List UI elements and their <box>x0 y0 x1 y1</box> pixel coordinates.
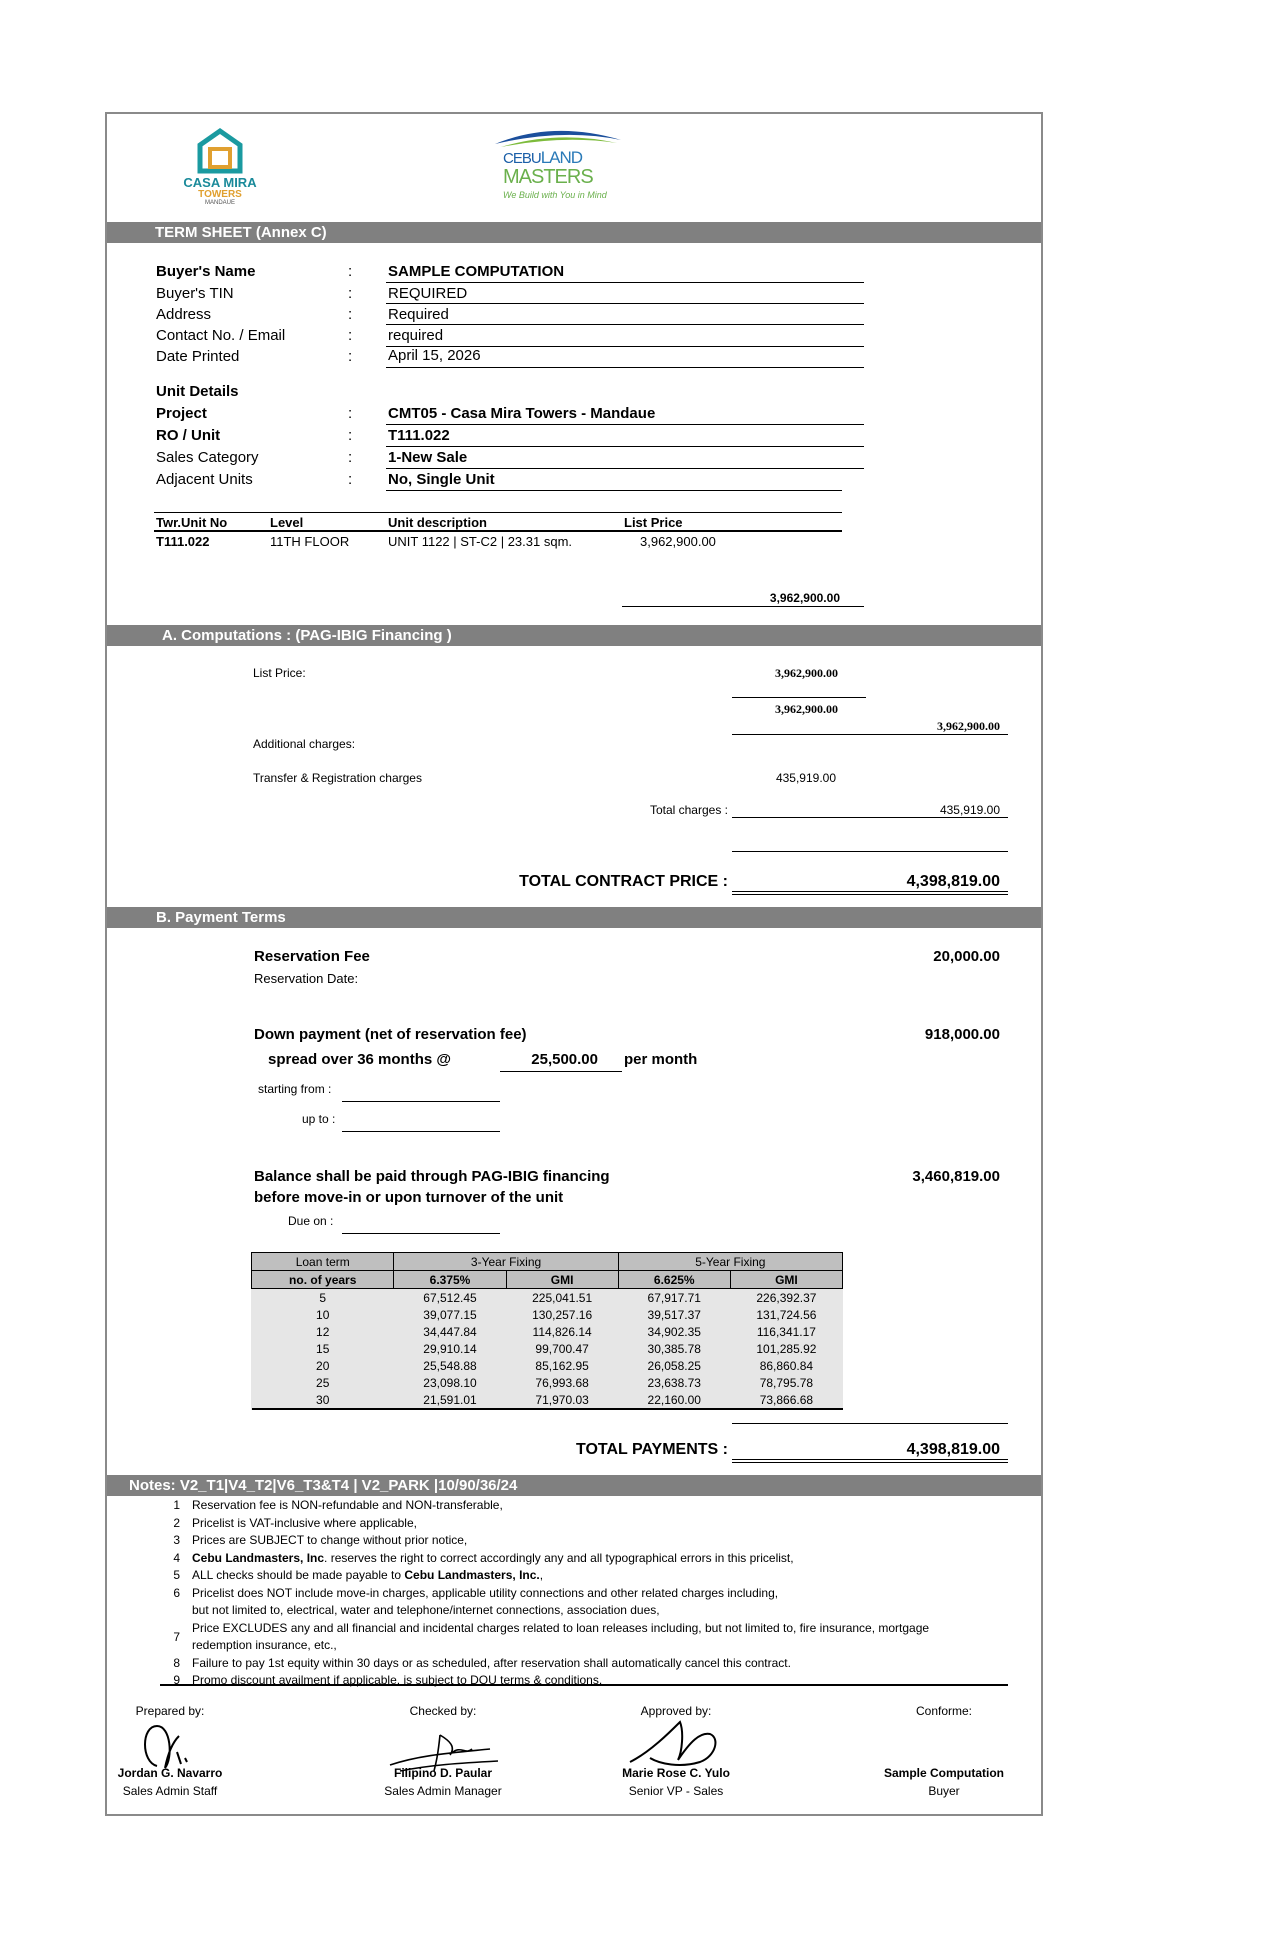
list-price-value: 3,962,900.00 <box>775 666 838 680</box>
notes-header: Notes: V2_T1|V4_T2|V6_T3&T4 | V2_PARK |10/90/36/24 <box>107 1475 1041 1496</box>
note-item <box>160 1532 929 1550</box>
table-cell: 5 <box>319 1290 327 1305</box>
unit-details-heading: Unit Details <box>156 383 239 400</box>
additional-charges-label: Additional charges: <box>253 737 356 751</box>
adjacent-units-label: Adjacent Units <box>156 471 253 488</box>
table-cell: 25,548.88 <box>423 1358 477 1373</box>
table-cell: 99,700.47 <box>535 1341 589 1356</box>
note-bold-text: Cebu Landmasters, Inc <box>192 1550 325 1565</box>
note-number: 1 <box>173 1498 180 1512</box>
table-top-rule <box>154 512 842 513</box>
cebu-landmasters-swoosh-icon <box>493 126 623 148</box>
table-cell: 23,638.73 <box>647 1375 701 1390</box>
starting-from-label: starting from : <box>258 1082 332 1096</box>
note-number: 2 <box>173 1515 180 1530</box>
project-label: Project <box>156 405 207 422</box>
table-cell: 130,257.16 <box>532 1307 593 1322</box>
loan-table-header: 5-Year Fixing <box>618 1253 842 1271</box>
table-cell: 67,917.71 <box>647 1290 701 1305</box>
balance-value: 3,460,819.00 <box>912 1168 1000 1185</box>
colon: : <box>348 471 353 488</box>
note-text: ALL checks should be made payable to <box>192 1568 405 1582</box>
colon: : <box>348 449 353 466</box>
note-text: Failure to pay 1st equity within 30 days or as scheduled, after reservation shall automatically cancel this contract. <box>192 1655 791 1670</box>
computations-header: A. Computations : (PAG-IBIG Financing ) <box>107 625 1041 646</box>
table-cell: 101,285.92 <box>756 1341 817 1356</box>
table-cell: 25 <box>316 1375 330 1390</box>
sales-category-value: 1-New Sale <box>388 449 468 466</box>
transfer-charges-value: 435,919.00 <box>775 771 836 785</box>
note-number: 6 <box>173 1585 180 1600</box>
note-text: Prices are SUBJECT to change without prior notice, <box>192 1533 468 1547</box>
colon: : <box>348 427 353 444</box>
spread-label: spread over 36 months @ <box>268 1051 452 1068</box>
downpayment-value: 918,000.00 <box>924 1026 1000 1043</box>
table-row <box>252 1374 843 1391</box>
notes-list <box>160 1497 929 1690</box>
notes-bottom-rule <box>160 1684 1008 1686</box>
note-item <box>160 1567 929 1585</box>
colon: : <box>348 405 353 422</box>
loan-table-subheader: no. of years <box>252 1271 394 1289</box>
starting-from-field <box>342 1101 500 1102</box>
table-cell: 76,993.68 <box>535 1375 589 1390</box>
table-cell: 34,902.35 <box>647 1324 701 1339</box>
project-value: CMT05 - Casa Mira Towers - Mandaue <box>388 405 656 422</box>
note-text: Pricelist is VAT-inclusive where applicable, <box>192 1515 417 1530</box>
note-number: 4 <box>173 1550 180 1565</box>
reservation-fee-value: 20,000.00 <box>933 948 1000 965</box>
underline <box>386 324 864 325</box>
ro-unit-label: RO / Unit <box>156 427 221 444</box>
signature-yulo-icon <box>620 1712 730 1774</box>
loan-table-header: Loan term <box>252 1253 394 1271</box>
list-price-subtotal: 3,962,900.00 <box>775 702 838 716</box>
note-item <box>160 1550 929 1568</box>
payment-terms-header: B. Payment Terms <box>107 907 1041 928</box>
note-item <box>160 1497 929 1515</box>
loan-table-subheader: 6.625% <box>618 1271 730 1289</box>
note-text: . reserves the right to correct accordingly any and all typographical errors in this pricelist, <box>324 1550 794 1565</box>
table-cell: 39,077.15 <box>423 1307 477 1322</box>
table-row <box>252 1340 843 1357</box>
table-cell: 131,724.56 <box>756 1307 817 1322</box>
ro-unit-value: T111.022 <box>388 427 450 444</box>
table-cell: 22,160.00 <box>618 1391 730 1409</box>
note-number: 7 <box>173 1629 180 1644</box>
note-text: Pricelist does NOT include move-in charges, applicable utility connections and other related charges including, <box>192 1585 779 1600</box>
table-cell: 114,826.14 <box>532 1324 592 1339</box>
table-cell: 30,385.78 <box>647 1341 701 1356</box>
signatory-name: Sample Computation <box>883 1766 1004 1780</box>
casa-mira-logo-line3: MANDAUE <box>204 200 235 206</box>
signatory-name: Jordan G. Navarro <box>117 1766 223 1780</box>
buyer-name-value: SAMPLE COMPUTATION <box>388 263 565 280</box>
prepared-by-label: Prepared by: <box>135 1704 205 1718</box>
loan-table-subheader: GMI <box>506 1271 618 1289</box>
note-number <box>160 1602 180 1620</box>
cebu-landmasters-logo <box>493 126 623 206</box>
double-underline <box>732 891 1008 895</box>
buyer-name-label: Buyer's Name <box>156 263 256 280</box>
note-item <box>160 1672 929 1690</box>
balance-line1: Balance shall be paid through PAG-IBIG financing <box>254 1168 610 1185</box>
downpayment-label: Down payment (net of reservation fee) <box>254 1026 527 1043</box>
cebu-landmasters-tagline: We Build with You in Mind <box>503 190 607 200</box>
note-text: but not limited to, electrical, water and telephone/internet connections, association dues, <box>192 1603 660 1617</box>
signatory-title: Sales Admin Manager <box>384 1784 502 1798</box>
table-cell: 21,591.01 <box>394 1391 506 1409</box>
buyer-tin-label: Buyer's TIN <box>156 285 234 302</box>
underline <box>732 817 1008 818</box>
note-number: 3 <box>173 1533 180 1547</box>
table-row <box>252 1357 843 1374</box>
note-item <box>160 1655 929 1673</box>
table-cell: 3,962,900.00 <box>640 534 716 549</box>
underline <box>622 606 864 607</box>
underline <box>732 697 866 698</box>
reservation-date-label: Reservation Date: <box>254 971 359 986</box>
table-cell: 11TH FLOOR <box>270 534 350 549</box>
unit-table-header: List Price <box>624 515 683 530</box>
table-cell: 226,392.37 <box>756 1290 817 1305</box>
loan-table-subheader: 6.375% <box>394 1271 506 1289</box>
colon: : <box>348 348 353 365</box>
conforme-label: Conforme: <box>915 1704 973 1718</box>
underline <box>386 424 864 425</box>
table-cell: T111.022 <box>156 534 210 549</box>
note-item <box>160 1637 929 1655</box>
signatory-title: Buyer <box>928 1784 960 1798</box>
total-contract-price-value: 4,398,819.00 <box>906 873 1000 890</box>
underline <box>732 1423 1008 1424</box>
monthly-amount: 25,500.00 <box>531 1051 598 1068</box>
table-cell: 78,795.78 <box>759 1375 814 1390</box>
table-row <box>252 1391 843 1409</box>
checked-by-label: Checked by: <box>409 1704 477 1718</box>
total-charges-value: 435,919.00 <box>939 803 1000 817</box>
colon: : <box>348 306 353 323</box>
table-header-rule <box>154 530 842 532</box>
signatory-name: Filipino D. Paular <box>393 1766 492 1780</box>
note-text: redemption insurance, etc., <box>192 1638 337 1652</box>
list-price-label: List Price: <box>253 666 306 680</box>
note-number: 9 <box>173 1673 180 1687</box>
table-cell: 67,512.45 <box>423 1290 477 1305</box>
underline <box>386 303 864 304</box>
loan-table <box>251 1252 843 1410</box>
table-cell: UNIT 1122 | ST-C2 | 23.31 sqm. <box>388 534 573 549</box>
unit-table-total: 3,962,900.00 <box>769 591 840 605</box>
note-item <box>160 1602 929 1620</box>
table-cell: 73,866.68 <box>730 1391 842 1409</box>
note-item <box>160 1620 930 1644</box>
total-contract-price-label: TOTAL CONTRACT PRICE : <box>519 873 728 890</box>
underline <box>732 851 1008 852</box>
contact-label: Contact No. / Email <box>156 327 286 344</box>
table-row <box>252 1289 843 1307</box>
note-number: 8 <box>173 1655 180 1670</box>
signatory-name: Marie Rose C. Yulo <box>622 1766 730 1780</box>
due-on-label: Due on : <box>288 1214 334 1228</box>
casa-mira-logo-line1: CASA MIRA <box>183 175 257 190</box>
note-text: , <box>539 1568 544 1582</box>
table-cell: 86,860.84 <box>759 1358 814 1373</box>
contact-value: required <box>388 327 444 344</box>
table-cell: 34,447.84 <box>423 1324 477 1339</box>
table-cell: 225,041.51 <box>532 1290 593 1305</box>
table-cell: 85,162.95 <box>535 1358 589 1373</box>
note-number: 5 <box>173 1568 180 1582</box>
up-to-field <box>342 1131 500 1132</box>
table-cell: 12 <box>316 1324 330 1339</box>
note-text: Price EXCLUDES any and all financial and incidental charges related to loan releases including, but not limited to, fire insurance, mortgage <box>192 1620 930 1635</box>
table-cell: 20 <box>316 1358 330 1373</box>
due-on-field <box>342 1233 500 1234</box>
buyer-tin-value: REQUIRED <box>388 285 468 302</box>
table-cell: 10 <box>316 1307 330 1322</box>
note-item <box>160 1585 929 1603</box>
table-cell: 71,970.03 <box>506 1391 618 1409</box>
date-printed-label: Date Printed <box>156 348 240 365</box>
signatory-title: Sales Admin Staff <box>122 1784 218 1798</box>
note-bold-text: Cebu Landmasters, Inc. <box>404 1568 540 1582</box>
list-price-total: 3,962,900.00 <box>937 719 1000 733</box>
unit-table-header: Unit description <box>388 515 487 530</box>
casa-mira-logo-line2: TOWERS <box>198 189 242 200</box>
sales-category-label: Sales Category <box>156 449 259 466</box>
table-cell: 15 <box>316 1341 330 1356</box>
double-underline <box>732 1459 1008 1463</box>
term-sheet-header: TERM SHEET (Annex C) <box>107 222 1041 243</box>
note-text: Promo discount availment if applicable, is subject to DOU terms & conditions. <box>192 1673 603 1687</box>
table-cell: 116,341.17 <box>756 1324 816 1339</box>
table-cell: 23,098.10 <box>423 1375 477 1390</box>
address-label: Address <box>156 306 212 323</box>
underline <box>386 468 864 469</box>
underline <box>386 446 864 447</box>
table-cell: 26,058.25 <box>647 1358 701 1373</box>
loan-table-header: 3-Year Fixing <box>394 1253 618 1271</box>
total-charges-label: Total charges : <box>649 803 728 817</box>
reservation-fee-label: Reservation Fee <box>254 948 370 965</box>
table-cell: 39,517.37 <box>647 1307 701 1322</box>
table-row <box>252 1323 843 1340</box>
note-text: Reservation fee is NON-refundable and NON-transferable, <box>192 1498 503 1512</box>
unit-table-header: Level <box>270 515 304 530</box>
up-to-label: up to : <box>302 1112 336 1126</box>
underline <box>732 734 1008 735</box>
underline <box>386 282 864 283</box>
colon: : <box>348 327 353 344</box>
table-cell: 29,910.14 <box>423 1341 477 1356</box>
colon: : <box>348 285 353 302</box>
balance-line2: before move-in or upon turnover of the unit <box>254 1189 564 1206</box>
total-payments-value: 4,398,819.00 <box>906 1441 1000 1458</box>
underline <box>386 367 864 368</box>
cebu-landmasters-logo-line2: MASTERS <box>503 166 593 188</box>
cebu-landmasters-logo-line1: CEBULAND <box>503 148 583 167</box>
note-item <box>160 1515 929 1533</box>
loan-table-subheader: GMI <box>730 1271 842 1289</box>
date-printed-value: April 15, 2026 <box>388 347 481 364</box>
address-value: Required <box>388 306 449 323</box>
table-cell: 30 <box>252 1391 394 1409</box>
total-payments-label: TOTAL PAYMENTS : <box>575 1441 728 1458</box>
casa-mira-logo <box>160 125 280 205</box>
table-row <box>252 1306 843 1323</box>
unit-table-header: Twr.Unit No <box>156 515 228 530</box>
underline <box>386 490 842 491</box>
transfer-charges-label: Transfer & Registration charges <box>253 771 422 785</box>
per-month-label: per month <box>624 1051 698 1068</box>
signatory-title: Senior VP - Sales <box>628 1784 724 1798</box>
colon: : <box>348 263 353 280</box>
approved-by-label: Approved by: <box>640 1704 712 1718</box>
casa-mira-house-icon <box>160 125 280 175</box>
underline <box>500 1071 622 1072</box>
adjacent-units-value: No, Single Unit <box>388 471 495 488</box>
